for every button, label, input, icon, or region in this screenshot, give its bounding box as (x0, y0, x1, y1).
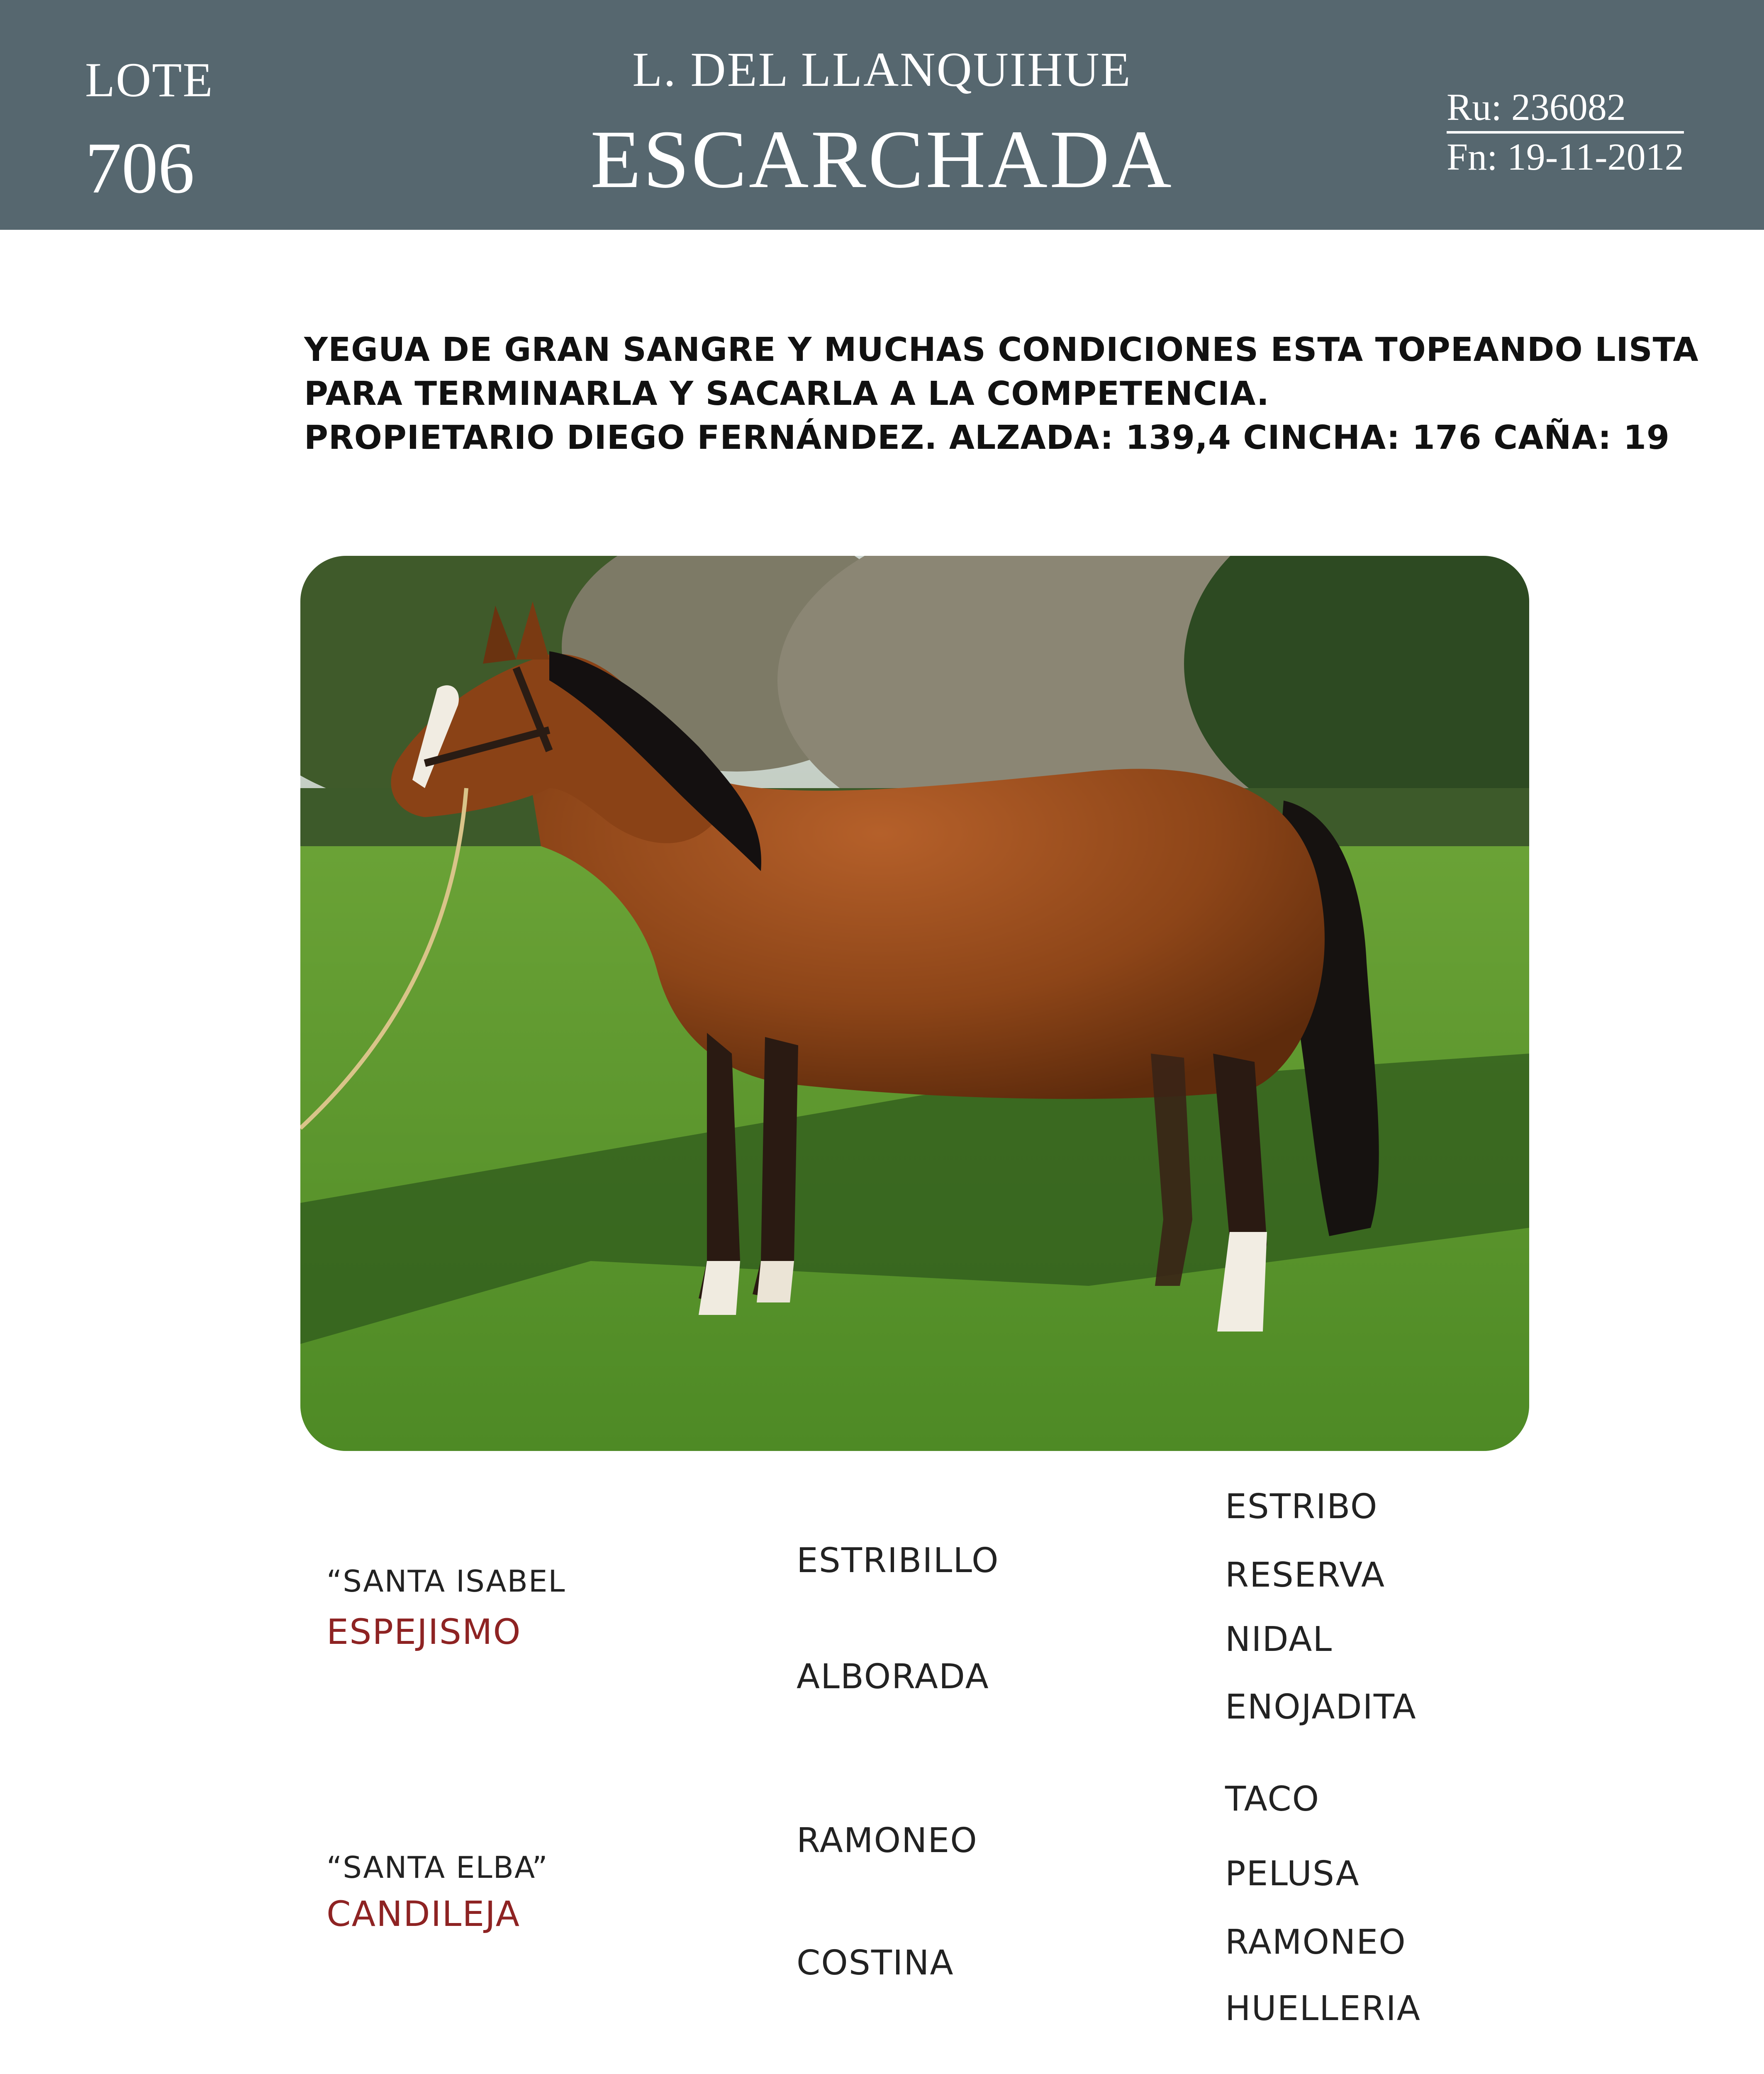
birth-date: Fn: 19-11-2012 (1447, 136, 1684, 178)
lote-label: LOTE (85, 53, 214, 107)
sire-prefix: “SANTA ISABEL (326, 1564, 566, 1599)
lote-number: 706 (85, 128, 195, 209)
header-divider (1447, 131, 1684, 134)
dam-dam: COSTINA (797, 1943, 954, 1983)
horse-photo (300, 556, 1529, 1451)
horse-name: ESCARCHADA (590, 114, 1174, 205)
description-line: YEGUA DE GRAN SANGRE Y MUCHAS CONDICIONES ESTA TOPEANDO LISTA (304, 331, 1699, 369)
sire-name: ESPEJISMO (326, 1611, 521, 1652)
sire-dam: ALBORADA (797, 1657, 989, 1697)
description (304, 328, 1699, 460)
description-line: PARA TERMINARLA Y SACARLA A LA COMPETENCIA. (304, 375, 1269, 413)
sire-sire: ESTRIBILLO (797, 1541, 999, 1580)
description-line: PROPIETARIO DIEGO FERNÁNDEZ. ALZADA: 139,4 CINCHA: 176 CAÑA: 19 (304, 419, 1670, 457)
dam-grand-3: RAMONEO (1225, 1923, 1406, 1962)
dam-prefix: “SANTA ELBA” (326, 1850, 548, 1885)
header-banner (0, 0, 1764, 230)
breeder-name: L. DEL LLANQUIHUE (632, 42, 1132, 97)
sire-grand-2: RESERVA (1225, 1556, 1386, 1595)
registration-number: Ru: 236082 (1447, 86, 1626, 128)
dam-grand-1: TACO (1225, 1779, 1320, 1819)
sire-grand-4: ENOJADITA (1225, 1687, 1417, 1727)
dam-sire: RAMONEO (797, 1821, 978, 1860)
dam-grand-2: PELUSA (1225, 1854, 1360, 1894)
sire-grand-3: NIDAL (1225, 1620, 1333, 1659)
dam-grand-4: HUELLERIA (1225, 1989, 1421, 2028)
sire-grand-1: ESTRIBO (1225, 1487, 1378, 1526)
dam-name: CANDILEJA (326, 1894, 521, 1934)
